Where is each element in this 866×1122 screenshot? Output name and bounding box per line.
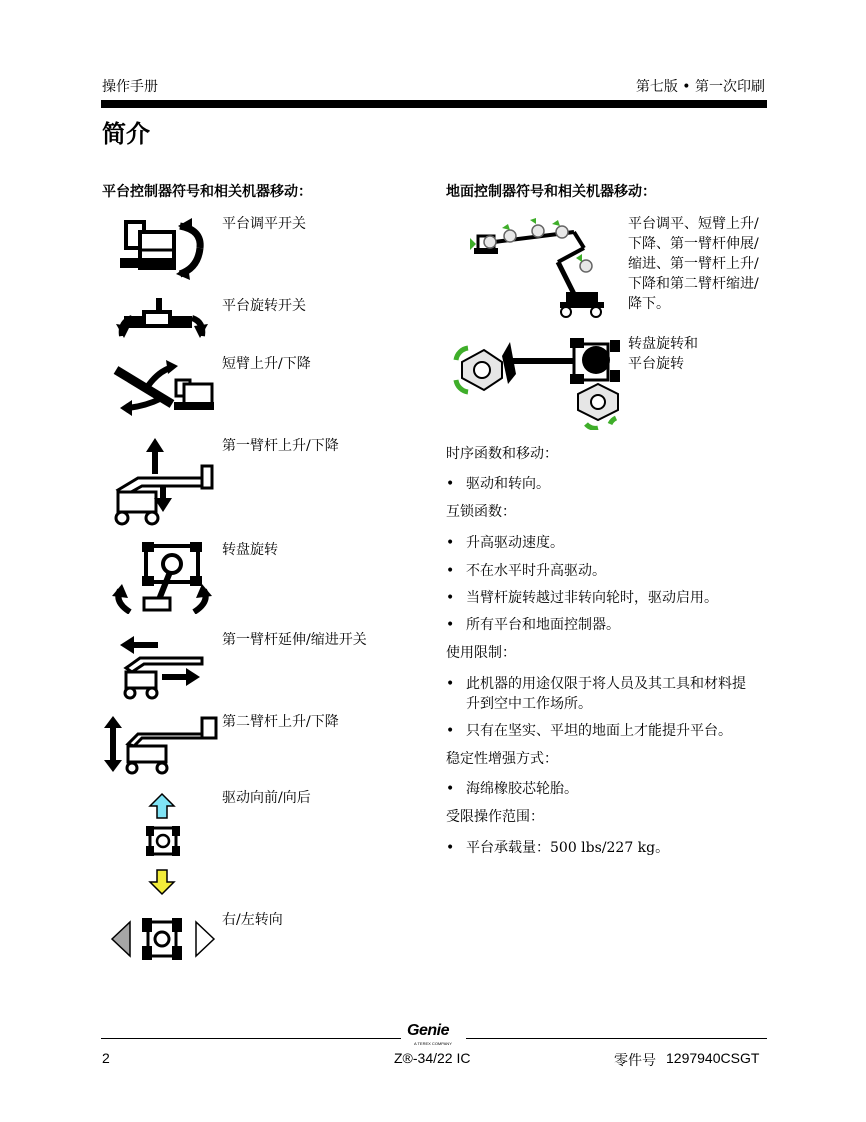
footer-rule-right — [466, 1038, 767, 1039]
turntable-rotate-icon — [110, 540, 214, 614]
list-item-text: 升高驱动速度。 — [466, 535, 564, 551]
primary-boom-up-down-icon — [108, 436, 214, 528]
list-item: • 驱动和转向。 — [446, 474, 776, 494]
page-number: 2 — [102, 1050, 110, 1066]
header-rule — [101, 100, 767, 108]
right-column-heading: 地面控制器符号和相关机器移动： — [446, 184, 656, 200]
platform-level-icon — [114, 218, 210, 280]
list-item-text: 只有在坚实、平坦的地面上才能提升平台。 — [466, 723, 732, 739]
list-item: • 不在水平时升高驱动。 — [446, 561, 776, 581]
label-boom-extend-retract: 第一臂杆延伸/缩进开关 — [222, 632, 367, 648]
page-title: 简介 — [102, 120, 150, 148]
left-column-heading: 平台控制器符号和相关机器移动： — [102, 184, 312, 200]
part-number-label: 零件号 — [614, 1053, 656, 1069]
boom-extend-retract-icon — [118, 632, 208, 700]
list-item: • 只有在坚实、平坦的地面上才能提升平台。 — [446, 721, 776, 741]
fig1-caption-line: 下降和第二臂杆缩进/ — [628, 276, 759, 292]
label-jib-up-down: 短臂上升/下降 — [222, 356, 311, 372]
fig1-caption-line: 平台调平、短臂上升/ — [628, 216, 759, 232]
section-title: 稳定性增强方式： — [446, 751, 558, 767]
header-edition: 第七版 • 第一次印刷 — [635, 79, 765, 95]
fig1-caption — [628, 214, 759, 314]
list-item-text: 海绵橡胶芯轮胎。 — [466, 781, 578, 797]
label-secondary-boom-up-down: 第二臂杆上升/下降 — [222, 714, 339, 730]
fig2-caption-line: 转盘旋转和 — [628, 336, 698, 352]
ground-control-machine-icon — [466, 214, 616, 320]
ground-control-rotate-icon — [450, 334, 622, 430]
section-title: 受限操作范围： — [446, 809, 544, 825]
section-title: 使用限制： — [446, 645, 516, 661]
label-platform-level: 平台调平开关 — [222, 216, 306, 232]
list-item-text: 平台承载量：500 lbs/227 kg。 — [466, 840, 670, 856]
list-item: • 升高驱动速度。 — [446, 533, 776, 553]
list-item-text: 当臂杆旋转越过非转向轮时，驱动启用。 — [466, 590, 718, 606]
genie-logo: Genie — [407, 1022, 449, 1039]
drive-forward-back-icon — [142, 792, 182, 896]
label-drive-forward-back: 驱动向前/向后 — [222, 790, 311, 806]
fig1-caption-line: 降下。 — [628, 296, 670, 312]
steer-left-right-icon — [110, 914, 216, 964]
header-manual-title: 操作手册 — [102, 79, 158, 95]
list-item-text: 所有平台和地面控制器。 — [466, 617, 620, 633]
label-steer-left-right: 右/左转向 — [222, 912, 283, 928]
list-item: • 平台承载量：500 lbs/227 kg。 — [446, 838, 776, 858]
footer-rule-left — [101, 1038, 401, 1039]
genie-logo-tagline: A TEREX COMPANY — [414, 1041, 452, 1046]
jib-up-down-icon — [112, 358, 214, 420]
list-item: • 所有平台和地面控制器。 — [446, 615, 776, 635]
fig2-caption-line: 平台旋转 — [628, 356, 684, 372]
label-platform-rotate: 平台旋转开关 — [222, 298, 306, 314]
list-item: • 海绵橡胶芯轮胎。 — [446, 779, 776, 799]
fig1-caption-line: 下降、第一臂杆伸展/ — [628, 236, 759, 252]
label-turntable-rotate: 转盘旋转 — [222, 542, 278, 558]
list-item: • 当臂杆旋转越过非转向轮时，驱动启用。 — [446, 588, 776, 608]
part-number: 1297940CSGT — [666, 1050, 760, 1066]
section-title: 时序函数和移动： — [446, 446, 558, 462]
list-item-text: 此机器的用途仅限于将人员及其工具和材料提 — [466, 676, 746, 692]
model-name: Z®-34/22 IC — [394, 1050, 471, 1066]
secondary-boom-up-down-icon — [104, 714, 218, 776]
list-item-text: 不在水平时升高驱动。 — [466, 563, 606, 579]
label-primary-boom-up-down: 第一臂杆上升/下降 — [222, 438, 339, 454]
fig1-caption-line: 缩进、第一臂杆上升/ — [628, 256, 759, 272]
list-item-text: 驱动和转向。 — [466, 476, 550, 492]
section-title: 互锁函数： — [446, 504, 516, 520]
list-item-text: 升到空中工作场所。 — [466, 696, 592, 712]
platform-rotate-icon — [116, 296, 208, 340]
fig2-caption — [628, 334, 698, 374]
list-item: • 此机器的用途仅限于将人员及其工具和材料提 升到空中工作场所。 — [446, 674, 776, 714]
